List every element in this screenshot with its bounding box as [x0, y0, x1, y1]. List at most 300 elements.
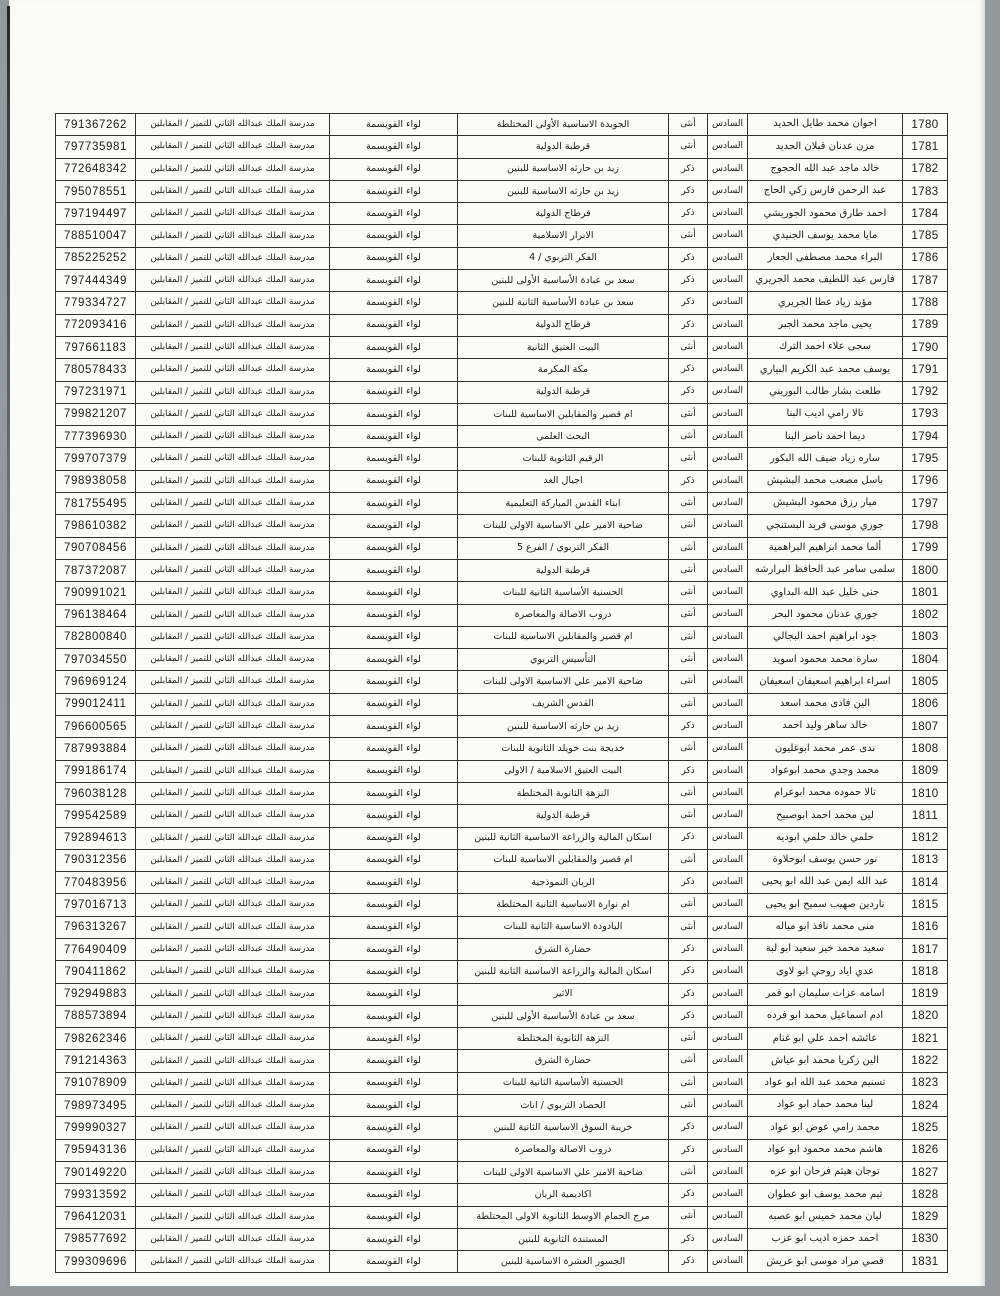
- table-row: [56, 1095, 948, 1117]
- cell-district: لواء القويسمة: [330, 1161, 458, 1183]
- cell-student-name: سجى علاء احمد الترك: [748, 336, 903, 358]
- cell-school: النزهة الثانوية المختلطة: [458, 782, 669, 804]
- cell-gender: أنثى: [669, 1095, 708, 1117]
- cell-student-name: توجان هيثم فرحان ابو عزه: [748, 1161, 903, 1183]
- cell-phone-number: 797661183: [56, 336, 136, 358]
- cell-grade: السادس: [708, 203, 748, 225]
- cell-grade: السادس: [708, 403, 748, 425]
- cell-student-name: ليان محمد خميس ابو عصبه: [748, 1206, 903, 1228]
- cell-serial-number: 1795: [903, 448, 948, 470]
- cell-directorate-school: مدرسة الملك عبدالله الثاني للتميز / المقابلين: [136, 270, 330, 292]
- cell-grade: السادس: [708, 158, 748, 180]
- cell-serial-number: 1798: [903, 515, 948, 537]
- cell-phone-number: 799707379: [56, 448, 136, 470]
- table-row: [56, 1072, 948, 1094]
- cell-phone-number: 790708456: [56, 537, 136, 559]
- cell-directorate-school: مدرسة الملك عبدالله الثاني للتميز / المقابلين: [136, 403, 330, 425]
- cell-student-name: عائشه احمد علي ابو غنام: [748, 1028, 903, 1050]
- cell-gender: ذكر: [669, 270, 708, 292]
- cell-phone-number: 790149220: [56, 1161, 136, 1183]
- cell-grade: السادس: [708, 1117, 748, 1139]
- cell-gender: أنثى: [669, 604, 708, 626]
- cell-phone-number: 799542589: [56, 805, 136, 827]
- cell-directorate-school: مدرسة الملك عبدالله الثاني للتميز / المقابلين: [136, 1206, 330, 1228]
- cell-district: لواء القويسمة: [330, 114, 458, 136]
- cell-student-name: اسراء ابراهيم اسعيفان اسعيفان: [748, 671, 903, 693]
- cell-serial-number: 1786: [903, 247, 948, 269]
- cell-student-name: ديما احمد ناصر البنا: [748, 426, 903, 448]
- cell-district: لواء القويسمة: [330, 225, 458, 247]
- cell-phone-number: 797034550: [56, 649, 136, 671]
- cell-gender: أنثى: [669, 916, 708, 938]
- cell-district: لواء القويسمة: [330, 961, 458, 983]
- cell-student-name: محمد وجدي محمد ابوعواد: [748, 760, 903, 782]
- cell-student-name: عدي اياد روحي ابو لاوى: [748, 961, 903, 983]
- cell-school: الرقيم الثانوية للبنات: [458, 448, 669, 470]
- cell-student-name: لينا محمد حماد ابو عواد: [748, 1095, 903, 1117]
- cell-directorate-school: مدرسة الملك عبدالله الثاني للتميز / المقابلين: [136, 805, 330, 827]
- cell-grade: السادس: [708, 114, 748, 136]
- table-row: [56, 716, 948, 738]
- cell-serial-number: 1819: [903, 983, 948, 1005]
- cell-grade: السادس: [708, 314, 748, 336]
- cell-phone-number: 798262346: [56, 1028, 136, 1050]
- cell-gender: أنثى: [669, 515, 708, 537]
- cell-district: لواء القويسمة: [330, 336, 458, 358]
- cell-grade: السادس: [708, 136, 748, 158]
- cell-student-name: الين فادى محمد اسعد: [748, 693, 903, 715]
- cell-phone-number: 790312356: [56, 849, 136, 871]
- cell-directorate-school: مدرسة الملك عبدالله الثاني للتميز / المقابلين: [136, 314, 330, 336]
- cell-gender: ذكر: [669, 1139, 708, 1161]
- cell-phone-number: 797016713: [56, 894, 136, 916]
- cell-gender: أنثى: [669, 136, 708, 158]
- table-row: [56, 1184, 948, 1206]
- cell-gender: أنثى: [669, 559, 708, 581]
- cell-gender: أنثى: [669, 671, 708, 693]
- table-row: [56, 916, 948, 938]
- cell-school: زيد بن حارثه الاساسية للبنين: [458, 158, 669, 180]
- cell-school: البيت العتيق الثانية: [458, 336, 669, 358]
- table-row: [56, 1228, 948, 1250]
- cell-serial-number: 1808: [903, 738, 948, 760]
- cell-school: ابناء القدس المباركة التعليمية: [458, 493, 669, 515]
- cell-serial-number: 1797: [903, 493, 948, 515]
- table-row: [56, 448, 948, 470]
- cell-district: لواء القويسمة: [330, 1206, 458, 1228]
- cell-gender: أنثى: [669, 849, 708, 871]
- cell-serial-number: 1813: [903, 849, 948, 871]
- cell-grade: السادس: [708, 916, 748, 938]
- cell-phone-number: 799990327: [56, 1117, 136, 1139]
- cell-directorate-school: مدرسة الملك عبدالله الثاني للتميز / المقابلين: [136, 693, 330, 715]
- cell-district: لواء القويسمة: [330, 827, 458, 849]
- table-row: [56, 247, 948, 269]
- cell-district: لواء القويسمة: [330, 738, 458, 760]
- cell-serial-number: 1787: [903, 270, 948, 292]
- cell-school: المستندة الثانوية للبنين: [458, 1228, 669, 1250]
- cell-student-name: باسل مصعب محمد البشيش: [748, 470, 903, 492]
- cell-serial-number: 1799: [903, 537, 948, 559]
- cell-gender: ذكر: [669, 359, 708, 381]
- table-row: [56, 537, 948, 559]
- cell-district: لواء القويسمة: [330, 448, 458, 470]
- cell-directorate-school: مدرسة الملك عبدالله الثاني للتميز / المقابلين: [136, 1139, 330, 1161]
- cell-gender: ذكر: [669, 1228, 708, 1250]
- cell-student-name: يوسف محمد عبد الكريم البياري: [748, 359, 903, 381]
- cell-phone-number: 790411862: [56, 961, 136, 983]
- cell-school: قرطبة الدولية: [458, 559, 669, 581]
- cell-serial-number: 1810: [903, 782, 948, 804]
- cell-directorate-school: مدرسة الملك عبدالله الثاني للتميز / المقابلين: [136, 1095, 330, 1117]
- table-row: [56, 292, 948, 314]
- cell-gender: ذكر: [669, 1251, 708, 1273]
- cell-directorate-school: مدرسة الملك عبدالله الثاني للتميز / المقابلين: [136, 537, 330, 559]
- cell-school: قرطاج الدولية: [458, 203, 669, 225]
- cell-student-name: جود ابراهيم احمد البجالي: [748, 626, 903, 648]
- cell-grade: السادس: [708, 1139, 748, 1161]
- table-row: [56, 314, 948, 336]
- cell-directorate-school: مدرسة الملك عبدالله الثاني للتميز / المقابلين: [136, 158, 330, 180]
- cell-serial-number: 1829: [903, 1206, 948, 1228]
- cell-grade: السادس: [708, 1095, 748, 1117]
- cell-district: لواء القويسمة: [330, 582, 458, 604]
- cell-school: ضاحية الامير علي الاساسية الاولى للبنات: [458, 515, 669, 537]
- cell-phone-number: 788510047: [56, 225, 136, 247]
- cell-student-name: خالد ماجد عبد الله الحجوج: [748, 158, 903, 180]
- cell-student-name: البراء محمد مصطفى الجعار: [748, 247, 903, 269]
- cell-school: اجيال الغد: [458, 470, 669, 492]
- cell-serial-number: 1796: [903, 470, 948, 492]
- table-row: [56, 1050, 948, 1072]
- cell-grade: السادس: [708, 1005, 748, 1027]
- table-row: [56, 760, 948, 782]
- cell-gender: ذكر: [669, 158, 708, 180]
- table-row: [56, 1117, 948, 1139]
- cell-serial-number: 1831: [903, 1251, 948, 1273]
- cell-phone-number: 798938058: [56, 470, 136, 492]
- cell-phone-number: 799309696: [56, 1251, 136, 1273]
- cell-district: لواء القويسمة: [330, 782, 458, 804]
- cell-serial-number: 1785: [903, 225, 948, 247]
- cell-grade: السادس: [708, 470, 748, 492]
- cell-school: الفكر التربوي / الفرع 5: [458, 537, 669, 559]
- cell-school: ام قصير والمقابلين الاساسية للبنات: [458, 403, 669, 425]
- cell-gender: ذكر: [669, 180, 708, 202]
- cell-phone-number: 787993884: [56, 738, 136, 760]
- cell-phone-number: 797231971: [56, 381, 136, 403]
- cell-school: الحسنية الأساسية الثانية للبنات: [458, 1072, 669, 1094]
- cell-school: الريان النموذجية: [458, 872, 669, 894]
- cell-student-name: ميار رزق محمود البشيش: [748, 493, 903, 515]
- cell-serial-number: 1805: [903, 671, 948, 693]
- cell-grade: السادس: [708, 1161, 748, 1183]
- cell-phone-number: 796600565: [56, 716, 136, 738]
- cell-school: اليادودة الاساسية الثانية للبنات: [458, 916, 669, 938]
- cell-grade: السادس: [708, 359, 748, 381]
- cell-directorate-school: مدرسة الملك عبدالله الثاني للتميز / المقابلين: [136, 292, 330, 314]
- table-row: [56, 515, 948, 537]
- cell-grade: السادس: [708, 448, 748, 470]
- cell-grade: السادس: [708, 961, 748, 983]
- cell-serial-number: 1800: [903, 559, 948, 581]
- cell-gender: أنثى: [669, 1072, 708, 1094]
- cell-directorate-school: مدرسة الملك عبدالله الثاني للتميز / المقابلين: [136, 961, 330, 983]
- table-row: [56, 114, 948, 136]
- cell-serial-number: 1794: [903, 426, 948, 448]
- cell-school: مرج الحمام الاوسط الثانوية الاولى المختلطة: [458, 1206, 669, 1228]
- cell-district: لواء القويسمة: [330, 1028, 458, 1050]
- cell-student-name: ناردين صهيب سميح ابو يحيى: [748, 894, 903, 916]
- cell-phone-number: 772648342: [56, 158, 136, 180]
- cell-district: لواء القويسمة: [330, 493, 458, 515]
- cell-district: لواء القويسمة: [330, 180, 458, 202]
- cell-directorate-school: مدرسة الملك عبدالله الثاني للتميز / المقابلين: [136, 381, 330, 403]
- table-row: [56, 158, 948, 180]
- table-row: [56, 336, 948, 358]
- cell-directorate-school: مدرسة الملك عبدالله الثاني للتميز / المقابلين: [136, 493, 330, 515]
- cell-district: لواء القويسمة: [330, 292, 458, 314]
- cell-grade: السادس: [708, 938, 748, 960]
- cell-serial-number: 1811: [903, 805, 948, 827]
- cell-school: سعد بن عبادة الأساسية الأولى للبنين: [458, 1005, 669, 1027]
- cell-student-name: طلعت بشار طالب البوريني: [748, 381, 903, 403]
- cell-directorate-school: مدرسة الملك عبدالله الثاني للتميز / المقابلين: [136, 336, 330, 358]
- cell-serial-number: 1807: [903, 716, 948, 738]
- cell-grade: السادس: [708, 738, 748, 760]
- cell-serial-number: 1816: [903, 916, 948, 938]
- cell-directorate-school: مدرسة الملك عبدالله الثاني للتميز / المقابلين: [136, 203, 330, 225]
- cell-school: سعد بن عبادة الأساسية الثانية للبنين: [458, 292, 669, 314]
- cell-district: لواء القويسمة: [330, 247, 458, 269]
- cell-phone-number: 770483956: [56, 872, 136, 894]
- table-row: [56, 961, 948, 983]
- cell-student-name: اسامه عزات سليمان ابو قمر: [748, 983, 903, 1005]
- cell-serial-number: 1814: [903, 872, 948, 894]
- cell-directorate-school: مدرسة الملك عبدالله الثاني للتميز / المقابلين: [136, 983, 330, 1005]
- cell-school: قرطبة الدولية: [458, 805, 669, 827]
- cell-student-name: عبد الرحمن فارس زكي الحاج: [748, 180, 903, 202]
- cell-district: لواء القويسمة: [330, 158, 458, 180]
- table-row: [56, 872, 948, 894]
- table-row: [56, 203, 948, 225]
- table-row: [56, 426, 948, 448]
- cell-serial-number: 1823: [903, 1072, 948, 1094]
- cell-grade: السادس: [708, 1050, 748, 1072]
- cell-serial-number: 1791: [903, 359, 948, 381]
- cell-district: لواء القويسمة: [330, 314, 458, 336]
- cell-directorate-school: مدرسة الملك عبدالله الثاني للتميز / المقابلين: [136, 916, 330, 938]
- cell-district: لواء القويسمة: [330, 805, 458, 827]
- cell-school: التأسيس التربوي: [458, 649, 669, 671]
- cell-school: البيت العتيق الاسلامية / الاولى: [458, 760, 669, 782]
- cell-serial-number: 1824: [903, 1095, 948, 1117]
- cell-district: لواء القويسمة: [330, 760, 458, 782]
- cell-grade: السادس: [708, 292, 748, 314]
- cell-grade: السادس: [708, 582, 748, 604]
- cell-serial-number: 1820: [903, 1005, 948, 1027]
- cell-school: اكاديمية الربان: [458, 1184, 669, 1206]
- cell-school: قرطاج الدولية: [458, 314, 669, 336]
- cell-gender: أنثى: [669, 114, 708, 136]
- cell-serial-number: 1809: [903, 760, 948, 782]
- cell-gender: أنثى: [669, 805, 708, 827]
- table-row: [56, 359, 948, 381]
- cell-school: قرطبة الدولية: [458, 136, 669, 158]
- cell-phone-number: 799012411: [56, 693, 136, 715]
- cell-school: سعد بن عبادة الأساسية الأولى للبنين: [458, 270, 669, 292]
- cell-phone-number: 797735981: [56, 136, 136, 158]
- cell-directorate-school: مدرسة الملك عبدالله الثاني للتميز / المقابلين: [136, 671, 330, 693]
- cell-directorate-school: مدرسة الملك عبدالله الثاني للتميز / المقابلين: [136, 1072, 330, 1094]
- cell-phone-number: 777396930: [56, 426, 136, 448]
- cell-serial-number: 1828: [903, 1184, 948, 1206]
- table-row: [56, 782, 948, 804]
- cell-school: ام قصير والمقابلين الاساسية للبنات: [458, 849, 669, 871]
- cell-gender: ذكر: [669, 827, 708, 849]
- cell-directorate-school: مدرسة الملك عبدالله الثاني للتميز / المقابلين: [136, 827, 330, 849]
- cell-phone-number: 798577692: [56, 1228, 136, 1250]
- cell-grade: السادس: [708, 649, 748, 671]
- cell-district: لواء القويسمة: [330, 849, 458, 871]
- cell-grade: السادس: [708, 626, 748, 648]
- table-row: [56, 381, 948, 403]
- cell-grade: السادس: [708, 894, 748, 916]
- cell-district: لواء القويسمة: [330, 716, 458, 738]
- cell-phone-number: 795943136: [56, 1139, 136, 1161]
- cell-phone-number: 796138464: [56, 604, 136, 626]
- cell-serial-number: 1815: [903, 894, 948, 916]
- table-row: [56, 1005, 948, 1027]
- cell-serial-number: 1803: [903, 626, 948, 648]
- cell-grade: السادس: [708, 559, 748, 581]
- cell-student-name: ادم اسماعيل محمد ابو فرده: [748, 1005, 903, 1027]
- cell-school: القدس الشريف: [458, 693, 669, 715]
- cell-student-name: منى محمد نافذ ابو مياله: [748, 916, 903, 938]
- cell-grade: السادس: [708, 1028, 748, 1050]
- cell-student-name: سلمى سامر عبد الحافظ البرارشه: [748, 559, 903, 581]
- cell-directorate-school: مدرسة الملك عبدالله الثاني للتميز / المقابلين: [136, 738, 330, 760]
- cell-phone-number: 792894613: [56, 827, 136, 849]
- cell-serial-number: 1806: [903, 693, 948, 715]
- cell-student-name: نور حسن يوسف ابوحلاوة: [748, 849, 903, 871]
- cell-gender: أنثى: [669, 1028, 708, 1050]
- cell-district: لواء القويسمة: [330, 270, 458, 292]
- cell-gender: ذكر: [669, 961, 708, 983]
- table-row: [56, 693, 948, 715]
- table-row: [56, 270, 948, 292]
- cell-phone-number: 796038128: [56, 782, 136, 804]
- cell-student-name: تيم محمد يوسف ابو عطوان: [748, 1184, 903, 1206]
- cell-district: لواء القويسمة: [330, 693, 458, 715]
- cell-grade: السادس: [708, 1206, 748, 1228]
- cell-directorate-school: مدرسة الملك عبدالله الثاني للتميز / المقابلين: [136, 872, 330, 894]
- cell-student-name: عبد الله ايمن عبد الله ابو يحيى: [748, 872, 903, 894]
- cell-district: لواء القويسمة: [330, 916, 458, 938]
- cell-student-name: يحيى ماجد محمد الجبر: [748, 314, 903, 336]
- cell-grade: السادس: [708, 671, 748, 693]
- cell-district: لواء القويسمة: [330, 203, 458, 225]
- cell-school: الفكر التربوي / 4: [458, 247, 669, 269]
- cell-phone-number: 796313267: [56, 916, 136, 938]
- cell-directorate-school: مدرسة الملك عبدالله الثاني للتميز / المقابلين: [136, 849, 330, 871]
- cell-district: لواء القويسمة: [330, 1139, 458, 1161]
- cell-serial-number: 1783: [903, 180, 948, 202]
- cell-district: لواء القويسمة: [330, 537, 458, 559]
- cell-school: ضاحية الامير علي الاساسية الاولى للبنات: [458, 671, 669, 693]
- cell-grade: السادس: [708, 537, 748, 559]
- cell-serial-number: 1825: [903, 1117, 948, 1139]
- cell-school: الابرار الاسلامية: [458, 225, 669, 247]
- cell-phone-number: 779334727: [56, 292, 136, 314]
- table-row: [56, 827, 948, 849]
- cell-phone-number: 797194497: [56, 203, 136, 225]
- cell-serial-number: 1827: [903, 1161, 948, 1183]
- cell-district: لواء القويسمة: [330, 403, 458, 425]
- cell-student-name: خالد ساهر وليد احمد: [748, 716, 903, 738]
- cell-phone-number: 799186174: [56, 760, 136, 782]
- cell-gender: أنثى: [669, 1050, 708, 1072]
- cell-directorate-school: مدرسة الملك عبدالله الثاني للتميز / المقابلين: [136, 448, 330, 470]
- cell-school: الاثير: [458, 983, 669, 1005]
- cell-school: اسكان المالية والزراعة الاساسية الثانية للبنين: [458, 827, 669, 849]
- table-row: [56, 626, 948, 648]
- cell-phone-number: 799821207: [56, 403, 136, 425]
- cell-gender: أنثى: [669, 894, 708, 916]
- cell-student-name: لين محمد احمد ابوصبيح: [748, 805, 903, 827]
- cell-student-name: جنى خليل عبد الله البداوي: [748, 582, 903, 604]
- cell-grade: السادس: [708, 493, 748, 515]
- cell-grade: السادس: [708, 1228, 748, 1250]
- cell-serial-number: 1804: [903, 649, 948, 671]
- cell-serial-number: 1782: [903, 158, 948, 180]
- cell-gender: أنثى: [669, 738, 708, 760]
- cell-serial-number: 1821: [903, 1028, 948, 1050]
- cell-phone-number: 795078551: [56, 180, 136, 202]
- cell-gender: أنثى: [669, 1161, 708, 1183]
- cell-school: ضاحية الامير علي الاساسية الاولى للبنات: [458, 1161, 669, 1183]
- cell-serial-number: 1818: [903, 961, 948, 983]
- cell-district: لواء القويسمة: [330, 1050, 458, 1072]
- cell-phone-number: 796412031: [56, 1206, 136, 1228]
- table-row: [56, 738, 948, 760]
- cell-directorate-school: مدرسة الملك عبدالله الثاني للتميز / المقابلين: [136, 1251, 330, 1273]
- cell-district: لواء القويسمة: [330, 1072, 458, 1094]
- cell-district: لواء القويسمة: [330, 136, 458, 158]
- cell-student-name: ساره زياد ضيف الله البكور: [748, 448, 903, 470]
- cell-grade: السادس: [708, 270, 748, 292]
- cell-grade: السادس: [708, 1072, 748, 1094]
- cell-phone-number: 785225252: [56, 247, 136, 269]
- cell-district: لواء القويسمة: [330, 1251, 458, 1273]
- cell-phone-number: 792949883: [56, 983, 136, 1005]
- cell-gender: أنثى: [669, 336, 708, 358]
- cell-directorate-school: مدرسة الملك عبدالله الثاني للتميز / المقابلين: [136, 1228, 330, 1250]
- cell-gender: ذكر: [669, 1005, 708, 1027]
- cell-directorate-school: مدرسة الملك عبدالله الثاني للتميز / المقابلين: [136, 359, 330, 381]
- cell-directorate-school: مدرسة الملك عبدالله الثاني للتميز / المقابلين: [136, 1050, 330, 1072]
- cell-directorate-school: مدرسة الملك عبدالله الثاني للتميز / المقابلين: [136, 180, 330, 202]
- cell-student-name: هاشم محمد محمود ابو عواد: [748, 1139, 903, 1161]
- cell-student-name: احمد طارق محمود الجوريشي: [748, 203, 903, 225]
- cell-gender: ذكر: [669, 716, 708, 738]
- cell-directorate-school: مدرسة الملك عبدالله الثاني للتميز / المقابلين: [136, 894, 330, 916]
- cell-grade: السادس: [708, 716, 748, 738]
- cell-school: اسكان المالية والزراعة الاساسية الثانية للبنين: [458, 961, 669, 983]
- cell-directorate-school: مدرسة الملك عبدالله الثاني للتميز / المقابلين: [136, 716, 330, 738]
- cell-gender: أنثى: [669, 403, 708, 425]
- cell-grade: السادس: [708, 827, 748, 849]
